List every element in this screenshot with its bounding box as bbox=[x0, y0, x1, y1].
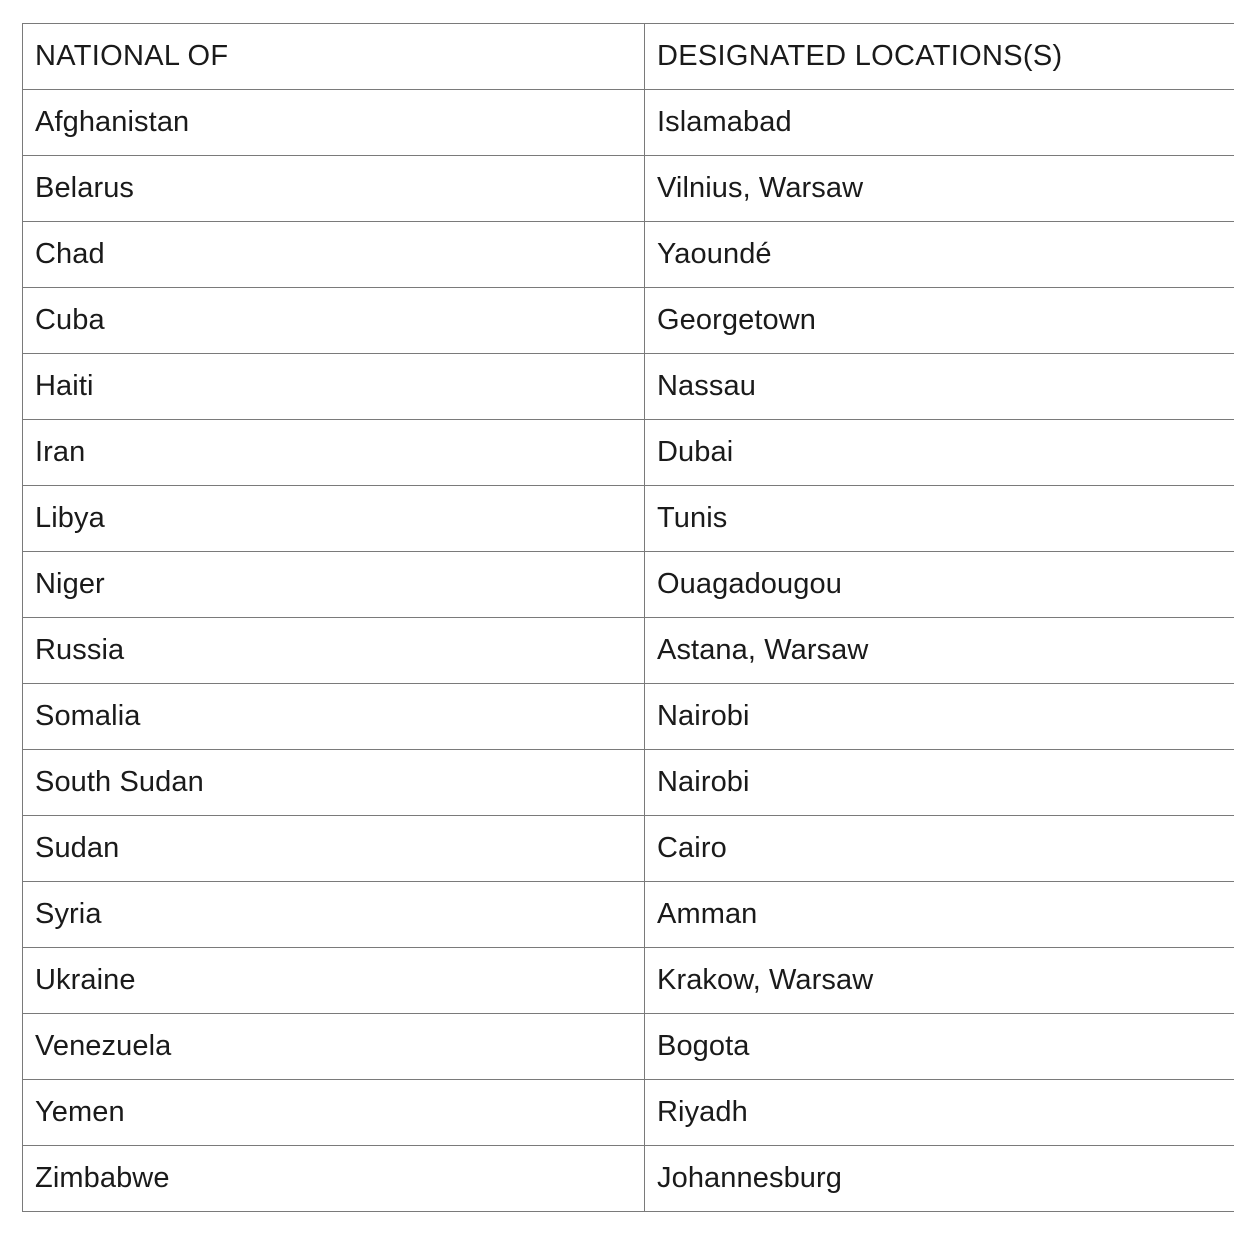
nationality-cell: Russia bbox=[23, 618, 645, 684]
table-header-row bbox=[23, 24, 1234, 90]
table-row bbox=[23, 420, 1234, 486]
nationality-cell: Venezuela bbox=[23, 1014, 645, 1080]
table-row bbox=[23, 882, 1234, 948]
nationality-cell: Afghanistan bbox=[23, 90, 645, 156]
location-cell: Johannesburg bbox=[645, 1146, 1234, 1212]
table-row bbox=[23, 948, 1234, 1014]
header-national-of: NATIONAL OF bbox=[23, 24, 645, 90]
table-row bbox=[23, 1014, 1234, 1080]
table-row bbox=[23, 222, 1234, 288]
nationality-cell: Niger bbox=[23, 552, 645, 618]
location-cell: Nairobi bbox=[645, 750, 1234, 816]
nationality-cell: Belarus bbox=[23, 156, 645, 222]
table-row bbox=[23, 354, 1234, 420]
location-cell: Nassau bbox=[645, 354, 1234, 420]
table-row bbox=[23, 618, 1234, 684]
table-row bbox=[23, 1146, 1234, 1212]
nationality-cell: Syria bbox=[23, 882, 645, 948]
nationality-cell: Libya bbox=[23, 486, 645, 552]
nationality-cell: Cuba bbox=[23, 288, 645, 354]
location-cell: Georgetown bbox=[645, 288, 1234, 354]
nationality-cell: Iran bbox=[23, 420, 645, 486]
location-cell: Yaoundé bbox=[645, 222, 1234, 288]
nationality-cell: South Sudan bbox=[23, 750, 645, 816]
table-row bbox=[23, 684, 1234, 750]
location-cell: Astana, Warsaw bbox=[645, 618, 1234, 684]
designated-locations-table-container bbox=[22, 23, 1234, 1212]
location-cell: Tunis bbox=[645, 486, 1234, 552]
table-row bbox=[23, 750, 1234, 816]
nationality-cell: Chad bbox=[23, 222, 645, 288]
location-cell: Dubai bbox=[645, 420, 1234, 486]
nationality-cell: Zimbabwe bbox=[23, 1146, 645, 1212]
nationality-cell: Yemen bbox=[23, 1080, 645, 1146]
location-cell: Riyadh bbox=[645, 1080, 1234, 1146]
table-row bbox=[23, 90, 1234, 156]
table-row bbox=[23, 552, 1234, 618]
nationality-cell: Ukraine bbox=[23, 948, 645, 1014]
table-row bbox=[23, 1080, 1234, 1146]
nationality-cell: Somalia bbox=[23, 684, 645, 750]
designated-locations-table bbox=[22, 23, 1234, 1212]
location-cell: Islamabad bbox=[645, 90, 1234, 156]
location-cell: Vilnius, Warsaw bbox=[645, 156, 1234, 222]
table-row bbox=[23, 486, 1234, 552]
location-cell: Nairobi bbox=[645, 684, 1234, 750]
table-row bbox=[23, 156, 1234, 222]
header-designated-locations: DESIGNATED LOCATIONS(S) bbox=[645, 24, 1234, 90]
location-cell: Cairo bbox=[645, 816, 1234, 882]
nationality-cell: Haiti bbox=[23, 354, 645, 420]
location-cell: Amman bbox=[645, 882, 1234, 948]
location-cell: Ouagadougou bbox=[645, 552, 1234, 618]
location-cell: Bogota bbox=[645, 1014, 1234, 1080]
location-cell: Krakow, Warsaw bbox=[645, 948, 1234, 1014]
table-row bbox=[23, 816, 1234, 882]
table-row bbox=[23, 288, 1234, 354]
nationality-cell: Sudan bbox=[23, 816, 645, 882]
